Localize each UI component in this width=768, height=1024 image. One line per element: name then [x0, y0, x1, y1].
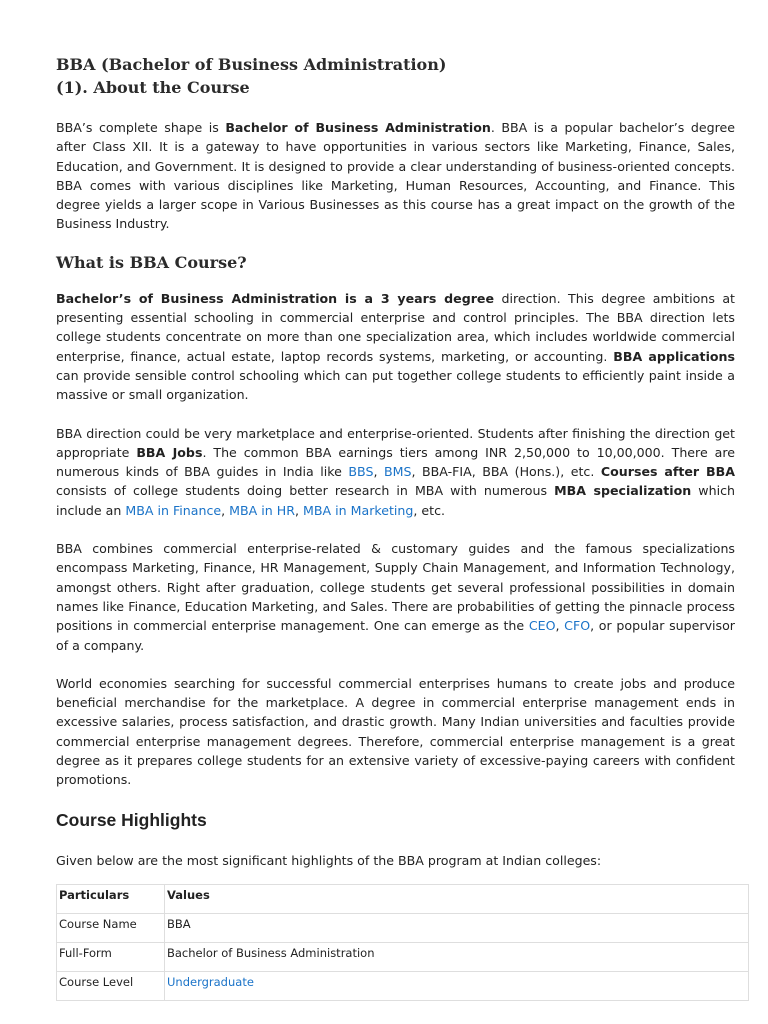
- highlights-intro: Given below are the most significant highlights of the BBA program at Indian colleges:: [56, 852, 602, 868]
- about-paragraph: BBA’s complete shape is Bachelor of Business Administration. BBA is a popular bachelor’s degree after Class XII. It is a gateway to have opportunities in various sectors like Marketing, Finance, Sales, Education, and Government. It is designed to provide a clear understanding of business-oriented concepts. BBA comes with various disciplines like Marketing, Human Resources, Accounting, and Finance. This degree yields a larger scope in Various Businesses as this course has a great impact on the growth of the Business Industry.: [56, 120, 735, 232]
- link-cfo[interactable]: CFO: [564, 618, 591, 634]
- cell-value: [165, 971, 749, 1000]
- table-header-row: [57, 884, 749, 913]
- header-cell-particulars: Particulars: [57, 884, 165, 913]
- highlights-table: [56, 884, 749, 1001]
- course-highlights-heading: Course Highlights: [56, 809, 207, 830]
- link-ceo[interactable]: CEO: [528, 618, 556, 634]
- table-row: [57, 971, 749, 1000]
- what-is-paragraph: Bachelor’s of Business Administration is a 3 years degree direction. This degree ambitions at presenting essential schooling in commercial enterprise and control principles. The BBA direction lets college students concentrate on more than one specialization area, which includes worldwide commercial enterprise, finance, actual estate, laptop records systems, marketing, or accounting. BBA applications can provide sensible control schooling which can put together college students to efficiently paint inside a massive or small organization.: [56, 290, 736, 403]
- document-page: [56, 53, 735, 1001]
- link-bbs[interactable]: BBS: [348, 464, 374, 480]
- link-undergraduate[interactable]: Undergraduate: [167, 974, 254, 989]
- jobs-paragraph: BBA direction could be very marketplace and enterprise-oriented. Students after finishing the direction get appropriate BBA Jobs. The common BBA earnings tiers among INR 2,50,000 to 10,00,000. There are numerous kinds of BBA guides in India like BBS, BMS, BBA-FIA, BBA (Hons.), etc. Courses after BBA consists of college students doing better research in MBA with numerous MBA specialization which include an MBA in Finance, MBA in HR, MBA in Marketing, etc.: [56, 425, 735, 518]
- cell-value: Bachelor of Business Administration: [165, 942, 749, 971]
- link-mba-marketing[interactable]: MBA in Marketing: [303, 502, 414, 518]
- cell-particular: Course Name: [57, 913, 165, 942]
- link-mba-hr[interactable]: MBA in HR: [229, 502, 295, 518]
- header-cell-values: Values: [165, 884, 749, 913]
- table-row: [57, 942, 749, 971]
- section-subtitle: (1). About the Course: [56, 78, 250, 97]
- cell-value: BBA: [165, 913, 749, 942]
- what-is-heading: What is BBA Course?: [56, 252, 247, 272]
- link-bms[interactable]: BMS: [383, 464, 412, 480]
- page-title: BBA (Bachelor of Business Administration): [56, 55, 447, 74]
- link-mba-finance[interactable]: MBA in Finance: [125, 502, 222, 518]
- specializations-paragraph: BBA combines commercial enterprise-related & customary guides and the famous specializations encompass Marketing, Finance, HR Management, Supply Chain Management, and Information Technology, amongst others. Right after graduation, college students get several professional possibilities in domain names like Finance, Education Marketing, and Sales. There are probabilities of getting the pinnacle process positions in commercial enterprise management. One can emerge as the CEO, CFO, or popular supervisor of a company.: [56, 541, 735, 653]
- cell-particular: Course Level: [57, 971, 165, 1000]
- cell-particular: Full-Form: [57, 942, 165, 971]
- table-row: [57, 913, 749, 942]
- economies-paragraph: World economies searching for successful commercial enterprises humans to create jobs and produce beneficial merchandise for the marketplace. A degree in commercial enterprise management ends in excessive salaries, process satisfaction, and drastic growth. Many Indian universities and faculties provide commercial enterprise management degrees. Therefore, commercial enterprise management is a great degree as it prepares college students for an extensive variety of excessive-paying careers with confident promotions.: [56, 675, 735, 788]
